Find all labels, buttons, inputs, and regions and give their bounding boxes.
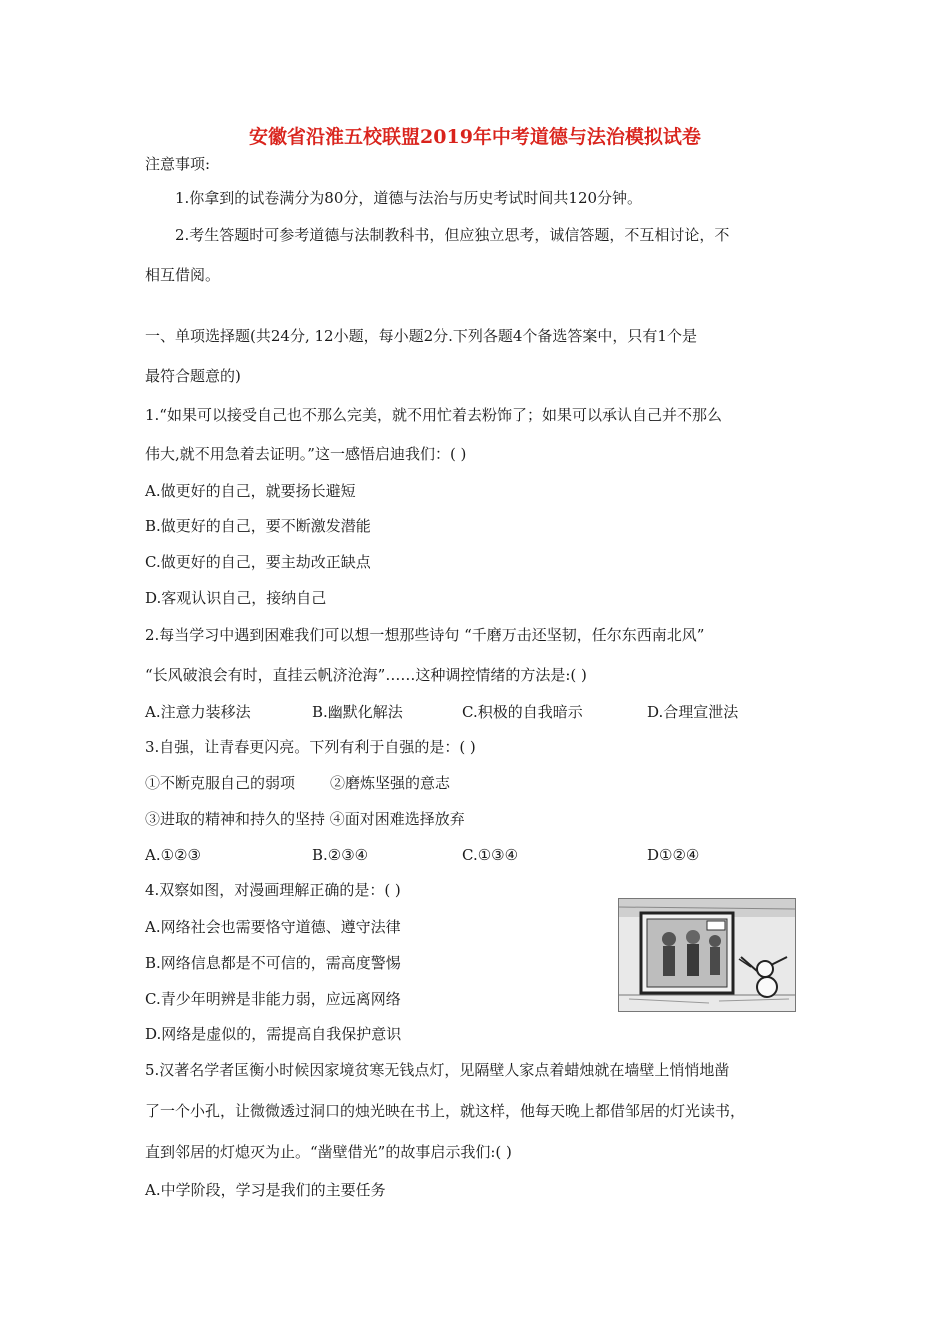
- question-3-items-3-4: ③进取的精神和持久的坚持 ④面对困难选择放弃: [145, 810, 465, 828]
- question-4-stem: 4.双察如图，对漫画理解正确的是：( ): [145, 881, 401, 899]
- question-4-option-c: C.青少年明辨是非能力弱，应远离网络: [145, 990, 401, 1008]
- question-3-item-2: ②磨炼坚强的意志: [330, 774, 451, 792]
- question-2-stem-cont: “长风破浪会有时，直挂云帆济沧海”……这种调控情绪的方法是:( ): [145, 666, 587, 684]
- question-4-option-a: A.网络社会也需要恪守道德、遵守法律: [145, 918, 401, 936]
- notice-item-2-cont: 相互借阅。: [145, 266, 221, 284]
- cartoon-drawing: [619, 899, 795, 1011]
- question-3-item-1: ①不断克服自己的弱项: [145, 774, 296, 792]
- question-3-option-b: B.②③④: [312, 846, 369, 864]
- question-1-option-b: B.做更好的自己，要不断激发潜能: [145, 517, 371, 535]
- notice-item-1: 1.你拿到的试卷满分为80分，道德与法治与历史考试时间共120分钟。: [175, 189, 643, 207]
- question-5-stem: 5.汉著名学者匡衡小时候因家境贫寒无钱点灯，见隔壁人家点着蜡烛就在墙壁上悄悄地凿: [145, 1061, 730, 1079]
- question-2-option-c: C.积极的自我暗示: [462, 703, 583, 721]
- section-heading: 一、单项选择题(共24分, 12小题，每小题2分.下列各题4个备选答案中，只有1个是: [145, 327, 697, 345]
- question-2-option-b: B.幽默化解法: [312, 703, 403, 721]
- notice-heading: 注意事项:: [145, 155, 211, 173]
- question-2-option-a: A.注意力装移法: [145, 703, 251, 721]
- question-1-stem-cont: 伟大,就不用急着去证明。”这一感悟启迪我们：( ): [145, 445, 467, 463]
- question-1-stem: 1.“如果可以接受自己也不那么完美，就不用忙着去粉饰了；如果可以承认自己并不那么: [145, 406, 722, 424]
- notice-item-2: 2.考生答题时可参考道德与法制教科书，但应独立思考，诚信答题，不互相讨论，不: [175, 226, 730, 244]
- section-heading-cont: 最符合题意的): [145, 367, 241, 385]
- question-5-stem-cont-1: 了一个小孔，让微微透过洞口的烛光映在书上，就这样，他每天晚上都借邹居的灯光读书，: [145, 1102, 746, 1120]
- question-2-stem: 2.每当学习中遇到困难我们可以想一想那些诗句 “千磨万击还坚韧，任尔东西南北风”: [145, 626, 705, 644]
- cartoon-image: [618, 898, 796, 1012]
- question-2-option-d: D.合理宣泄法: [647, 703, 739, 721]
- question-5-option-a: A.中学阶段，学习是我们的主要任务: [145, 1181, 386, 1199]
- exam-title: 安徽省沿淮五校联盟2019年中考道德与法治模拟试卷: [249, 126, 701, 148]
- question-3-option-d: D①②④: [647, 846, 700, 864]
- question-1-option-d: D.客观认识自己，接纳自己: [145, 589, 327, 607]
- question-4-option-b: B.网络信息都是不可信的，需高度警惕: [145, 954, 401, 972]
- question-1-option-a: A.做更好的自己，就要扬长避短: [145, 482, 356, 500]
- question-1-option-c: C.做更好的自己，要主劫改正缺点: [145, 553, 371, 571]
- question-5-stem-cont-2: 直到邻居的灯熄灭为止。“凿壁借光”的故事启示我们:( ): [145, 1143, 512, 1161]
- question-4-option-d: D.网络是虚似的，需提高自我保护意识: [145, 1025, 402, 1043]
- question-3-option-a: A.①②③: [145, 846, 201, 864]
- question-3-stem: 3.自强，让青春更闪亮。下列有利于自强的是：( ): [145, 738, 476, 756]
- question-3-option-c: C.①③④: [462, 846, 519, 864]
